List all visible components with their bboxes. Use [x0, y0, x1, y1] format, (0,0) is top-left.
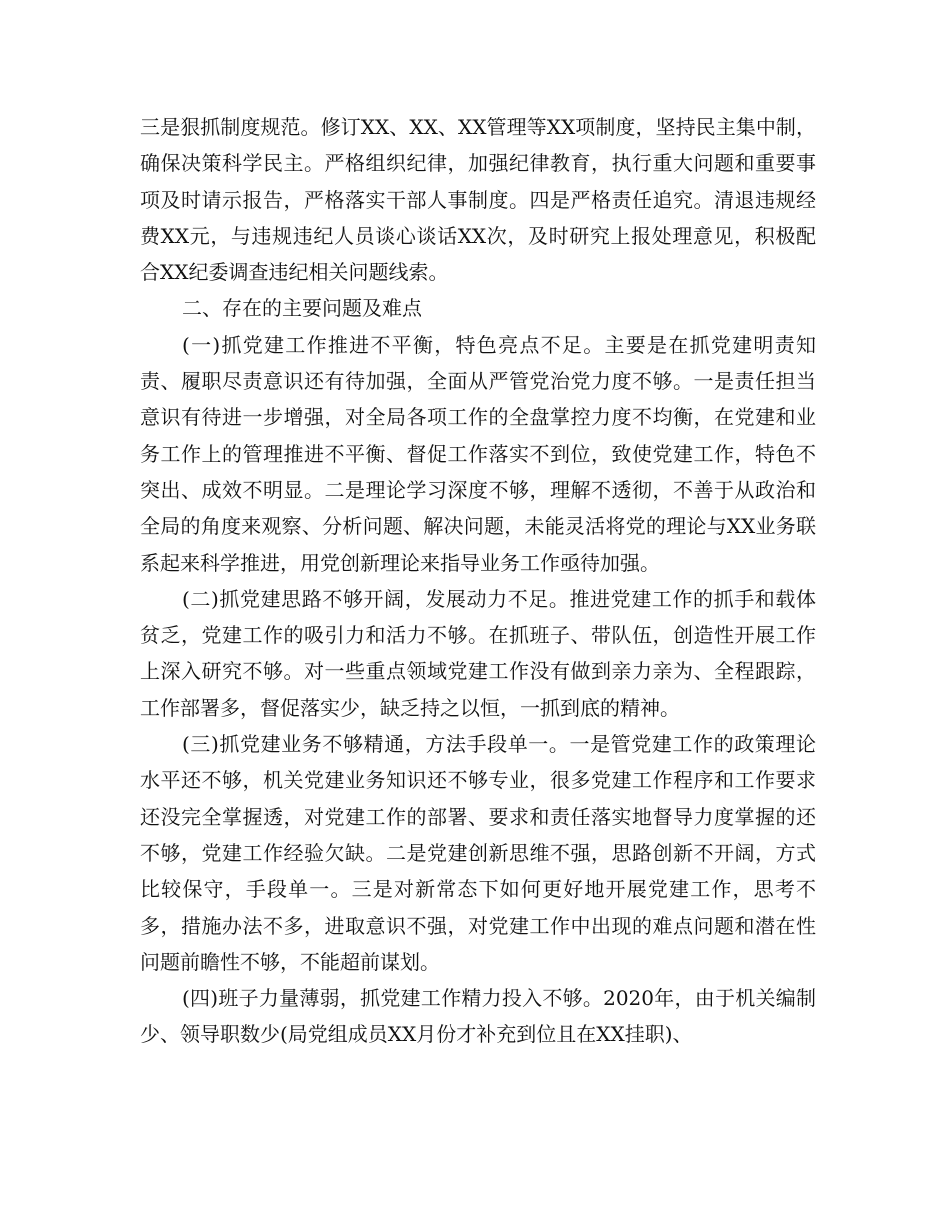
paragraph-problem-1: (一)抓党建工作推进不平衡，特色亮点不足。主要是在抓党建明责知责、履职尽责意识还有待加强，全面从严管党治党力度不够。一是责任担当意识有待进一步增强，对全局各项工作的全盘掌控力度不均衡，在党建和业务工作上的管理推进不平衡、督促工作落实不到位，致使党建工作，特色不突出、成效不明显。二是理论学习深度不够，理解不透彻，不善于从政治和全局的角度来观察、分析问题、解决问题，未能灵活将党的理论与XX业务联系起来科学推进，用党创新理论来指导业务工作亟待加强。 — [140, 332, 816, 575]
paragraph-problem-4: (四)班子力量薄弱，抓党建工作精力投入不够。2020年，由于机关编制少、领导职数少(局党组成员XX月份才补充到位且在XX挂职)、 — [140, 986, 816, 1047]
paragraph-problem-2: (二)抓党建思路不够开阔，发展动力不足。推进党建工作的抓手和载体贫乏，党建工作的吸引力和活力不够。在抓班子、带队伍，创造性开展工作上深入研究不够。对一些重点领域党建工作没有做到亲力亲为、全程跟踪，工作部署多，督促落实少，缺乏持之以恒，一抓到底的精神。 — [140, 586, 816, 720]
section-heading-problems: 二、存在的主要问题及难点 — [182, 296, 422, 321]
paragraph-problem-3: (三)抓党建业务不够精通，方法手段单一。一是管党建工作的政策理论水平还不够，机关党建业务知识还不够专业，很多党建工作程序和工作要求还没完全掌握透，对党建工作的部署、要求和责任落实地督导力度掌握的还不够，党建工作经验欠缺。二是党建创新思维不强，思路创新不开阔，方式比较保守，手段单一。三是对新常态下如何更好地开展党建工作，思考不多，措施办法不多，进取意识不强，对党建工作中出现的难点问题和潜在性问题前瞻性不够，不能超前谋划。 — [140, 732, 816, 974]
paragraph-institution-norms: 三是狠抓制度规范。修订XX、XX、XX管理等XX项制度，坚持民主集中制，确保决策科学民主。严格组织纪律，加强纪律教育，执行重大问题和重要事项及时请示报告，严格落实干部人事制度。四是严格责任追究。清退违规经费XX元，与违规违纪人员谈心谈话XX次，及时研究上报处理意见，积极配合XX纪委调查违纪相关问题线索。 — [140, 115, 816, 285]
document-body — [140, 109, 816, 1053]
